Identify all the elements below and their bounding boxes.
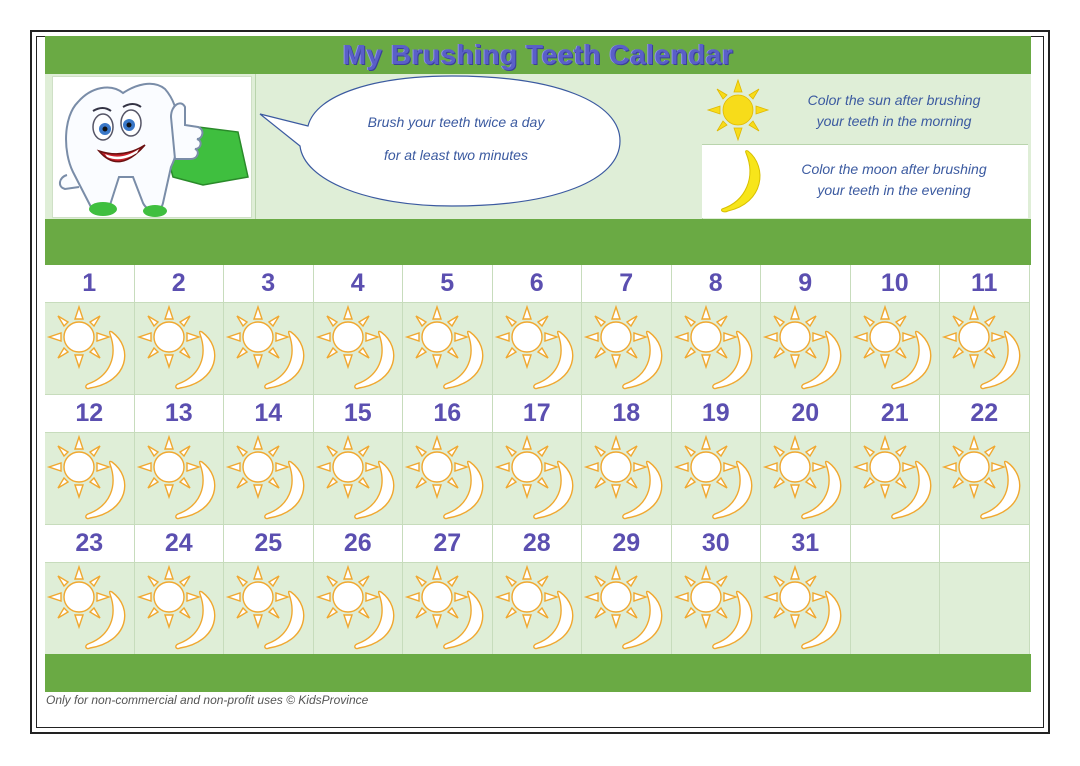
day-icon-cell[interactable]: [493, 303, 583, 395]
day-icon-cell[interactable]: [672, 303, 762, 395]
sun-moon-icon[interactable]: [136, 434, 224, 524]
footer-green-band: [45, 654, 1031, 692]
day-number: 19: [672, 395, 762, 433]
sun-moon-icon[interactable]: [941, 434, 1029, 524]
day-icon-cell[interactable]: [135, 433, 225, 525]
sun-moon-icon[interactable]: [315, 304, 403, 394]
day-number: 27: [403, 525, 493, 563]
sun-moon-icon[interactable]: [762, 304, 850, 394]
day-icon-cell[interactable]: [45, 563, 135, 655]
sun-moon-icon[interactable]: [852, 304, 940, 394]
legend-moon-line-1: Color the moon after brushing: [801, 161, 987, 177]
day-number: 1: [45, 265, 135, 303]
legend-moon: [702, 145, 1028, 218]
day-icon-cell[interactable]: [851, 433, 941, 525]
day-number: 28: [493, 525, 583, 563]
page-title: My Brushing Teeth Calendar: [342, 39, 734, 70]
day-number: 18: [582, 395, 672, 433]
sun-moon-icon[interactable]: [673, 434, 761, 524]
empty-day-cell: [940, 563, 1030, 655]
day-number: 16: [403, 395, 493, 433]
day-number: 21: [851, 395, 941, 433]
tooth-mascot: [52, 76, 252, 218]
day-number: 4: [314, 265, 404, 303]
day-number: 17: [493, 395, 583, 433]
sun-moon-icon[interactable]: [583, 304, 671, 394]
day-icon-cell[interactable]: [403, 563, 493, 655]
sun-moon-icon[interactable]: [941, 304, 1029, 394]
sun-moon-icon[interactable]: [583, 564, 671, 654]
sun-moon-icon[interactable]: [494, 564, 582, 654]
legend-sun: [702, 74, 1028, 145]
empty-day-number: [940, 525, 1030, 563]
day-icon-cell[interactable]: [851, 303, 941, 395]
day-number: 22: [940, 395, 1030, 433]
day-icon-cell[interactable]: [582, 433, 672, 525]
day-icon-cell[interactable]: [314, 563, 404, 655]
sun-moon-icon[interactable]: [762, 434, 850, 524]
speech-bubble-area: [255, 74, 703, 219]
day-icon-cell[interactable]: [582, 563, 672, 655]
sun-moon-icon[interactable]: [673, 304, 761, 394]
title-bar: [45, 36, 1031, 74]
day-icon-cell[interactable]: [672, 563, 762, 655]
header-green-band: [45, 219, 1031, 265]
day-number: 30: [672, 525, 762, 563]
day-number: 24: [135, 525, 225, 563]
day-number: 5: [403, 265, 493, 303]
sun-moon-icon[interactable]: [46, 564, 134, 654]
day-number: 15: [314, 395, 404, 433]
day-number: 8: [672, 265, 762, 303]
day-icon-cell[interactable]: [135, 303, 225, 395]
bubble-line-1: Brush your teeth twice a day: [367, 114, 545, 130]
sun-moon-icon[interactable]: [136, 564, 224, 654]
sun-moon-icon[interactable]: [762, 564, 850, 654]
sun-moon-icon[interactable]: [673, 564, 761, 654]
day-icon-cell[interactable]: [314, 433, 404, 525]
day-number: 29: [582, 525, 672, 563]
sun-moon-icon[interactable]: [315, 564, 403, 654]
day-icon-cell[interactable]: [135, 563, 225, 655]
day-number: 12: [45, 395, 135, 433]
empty-day-number: [851, 525, 941, 563]
sun-moon-icon[interactable]: [225, 564, 313, 654]
day-icon-cell[interactable]: [672, 433, 762, 525]
sun-moon-icon[interactable]: [46, 434, 134, 524]
day-number: 20: [761, 395, 851, 433]
day-icon-cell[interactable]: [224, 303, 314, 395]
day-number: 13: [135, 395, 225, 433]
sun-moon-icon[interactable]: [852, 434, 940, 524]
copyright-note: Only for non-commercial and non-profit uses © KidsProvince: [46, 693, 369, 707]
day-number: 14: [224, 395, 314, 433]
day-icon-cell[interactable]: [761, 563, 851, 655]
sun-moon-icon[interactable]: [315, 434, 403, 524]
day-number: 10: [851, 265, 941, 303]
day-icon-cell[interactable]: [940, 303, 1030, 395]
day-number: 7: [582, 265, 672, 303]
day-icon-cell[interactable]: [403, 303, 493, 395]
legend-sun-line-2: your teeth in the morning: [816, 113, 972, 129]
day-number: 23: [45, 525, 135, 563]
sun-moon-icon[interactable]: [225, 304, 313, 394]
sun-moon-icon[interactable]: [136, 304, 224, 394]
day-number: 31: [761, 525, 851, 563]
sun-moon-icon[interactable]: [494, 304, 582, 394]
day-number: 11: [940, 265, 1030, 303]
sun-moon-icon[interactable]: [225, 434, 313, 524]
day-icon-cell[interactable]: [493, 433, 583, 525]
day-number: 9: [761, 265, 851, 303]
sun-moon-icon[interactable]: [404, 564, 492, 654]
day-number: 26: [314, 525, 404, 563]
day-icon-cell[interactable]: [314, 303, 404, 395]
day-icon-cell[interactable]: [940, 433, 1030, 525]
sun-moon-icon[interactable]: [404, 434, 492, 524]
day-number: 25: [224, 525, 314, 563]
day-icon-cell[interactable]: [493, 563, 583, 655]
sun-moon-icon[interactable]: [46, 304, 134, 394]
bubble-line-2: for at least two minutes: [384, 147, 528, 163]
sun-moon-icon[interactable]: [494, 434, 582, 524]
day-icon-cell[interactable]: [582, 303, 672, 395]
day-icon-cell[interactable]: [403, 433, 493, 525]
day-icon-cell[interactable]: [45, 433, 135, 525]
day-icon-cell[interactable]: [45, 303, 135, 395]
legend-moon-line-2: your teeth in the evening: [817, 182, 971, 198]
day-number: 3: [224, 265, 314, 303]
day-number: 6: [493, 265, 583, 303]
empty-day-cell: [851, 563, 941, 655]
sun-moon-icon[interactable]: [583, 434, 671, 524]
sun-icon: [706, 78, 770, 142]
day-icon-cell[interactable]: [761, 303, 851, 395]
legend-sun-line-1: Color the sun after brushing: [807, 92, 981, 108]
day-icon-cell[interactable]: [761, 433, 851, 525]
day-number: 2: [135, 265, 225, 303]
day-icon-cell[interactable]: [224, 433, 314, 525]
moon-icon: [710, 149, 770, 215]
sun-moon-icon[interactable]: [404, 304, 492, 394]
tooth-mascot-icon: [53, 77, 251, 217]
day-icon-cell[interactable]: [224, 563, 314, 655]
